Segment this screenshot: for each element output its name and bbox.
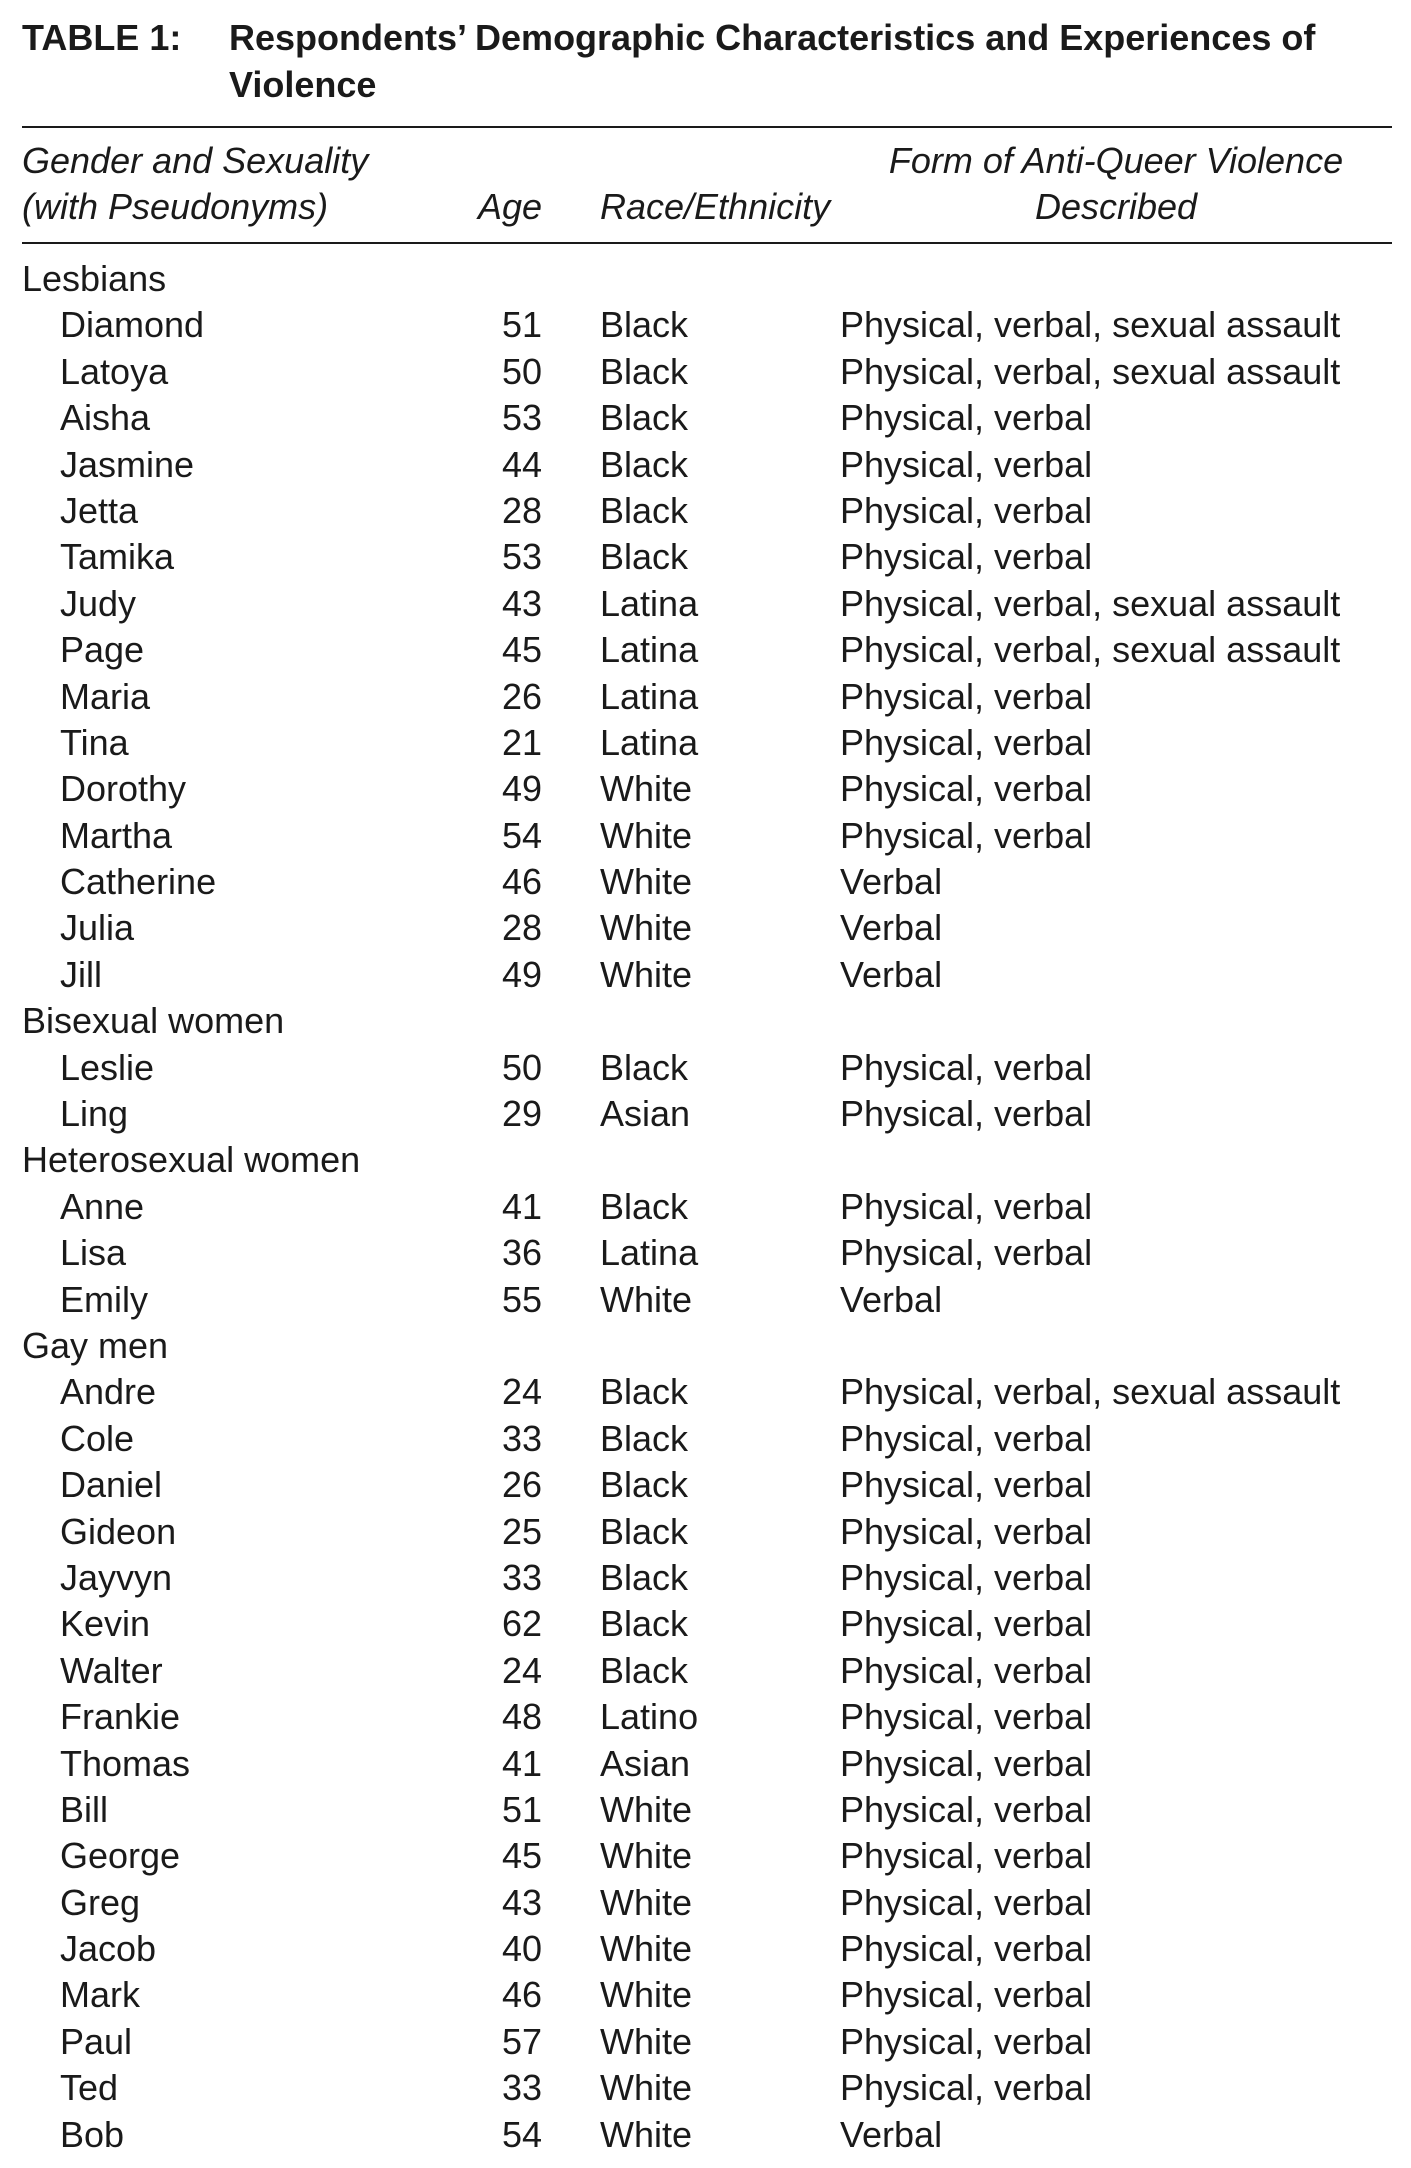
cell-name: Cole — [60, 1417, 135, 1459]
cell-violence: Physical, verbal — [840, 1093, 1093, 1135]
table-header — [22, 128, 1392, 242]
cell-age: 26 — [501, 1464, 542, 1506]
cell-race: White — [600, 1974, 693, 2016]
table-row — [22, 813, 1392, 859]
cell-name: Emily — [60, 1278, 148, 1320]
cell-violence: Physical, verbal — [840, 397, 1093, 439]
cell-age: 45 — [501, 1835, 542, 1877]
cell-age: 51 — [501, 304, 542, 346]
header-race: Race/Ethnicity — [600, 186, 831, 227]
table-row — [22, 859, 1392, 905]
cell-age: 40 — [501, 1928, 542, 1970]
cell-violence: Physical, verbal — [840, 1417, 1093, 1459]
cell-race: Latina — [600, 675, 699, 717]
cell-name: Leslie — [60, 1046, 155, 1088]
cell-name: Catherine — [60, 861, 217, 903]
cell-age: 43 — [501, 1881, 542, 1923]
cell-race: White — [600, 953, 693, 995]
table-row — [22, 2065, 1392, 2111]
cell-race: Black — [600, 1371, 689, 1413]
cell-race: White — [600, 768, 693, 810]
cell-violence: Physical, verbal — [840, 1464, 1093, 1506]
table-row — [22, 1230, 1392, 1276]
table-row — [22, 1833, 1392, 1879]
cell-violence: Physical, verbal — [840, 1510, 1093, 1552]
cell-race: Black — [600, 1185, 689, 1227]
cell-violence: Physical, verbal — [840, 1603, 1093, 1645]
cell-age: 57 — [501, 2020, 542, 2062]
cell-age: 24 — [501, 1649, 542, 1691]
table-row — [22, 674, 1392, 720]
table-row — [22, 2019, 1392, 2065]
cell-race: Black — [600, 1046, 689, 1088]
cell-race: Black — [600, 397, 689, 439]
cell-age: 62 — [501, 1603, 542, 1645]
cell-age: 46 — [501, 861, 542, 903]
table-row — [22, 1972, 1392, 2018]
document-page — [22, 14, 1392, 2158]
cell-violence: Verbal — [840, 861, 943, 903]
cell-name: Daniel — [60, 1464, 163, 1506]
table-row — [22, 1091, 1392, 1137]
cell-violence: Physical, verbal — [840, 536, 1093, 578]
table-label: TABLE 1: — [22, 17, 182, 58]
cell-violence: Physical, verbal — [840, 1928, 1093, 1970]
cell-violence: Physical, verbal — [840, 1881, 1093, 1923]
cell-age: 54 — [501, 2113, 542, 2155]
cell-age: 21 — [501, 721, 542, 763]
cell-race: White — [600, 814, 693, 856]
group-label: Lesbians — [22, 258, 167, 299]
cell-violence: Physical, verbal — [840, 1556, 1093, 1598]
table-row — [22, 442, 1392, 488]
cell-name: George — [60, 1835, 181, 1877]
cell-age: 26 — [501, 675, 542, 717]
cell-age: 25 — [501, 1510, 542, 1552]
cell-name: Jacob — [60, 1928, 157, 1970]
cell-race: Black — [600, 489, 689, 531]
cell-race: White — [600, 2067, 693, 2109]
cell-name: Diamond — [60, 304, 205, 346]
cell-name: Martha — [60, 814, 173, 856]
cell-age: 41 — [501, 1742, 542, 1784]
cell-age: 41 — [501, 1185, 542, 1227]
cell-name: Ling — [60, 1093, 129, 1135]
cell-name: Aisha — [60, 397, 151, 439]
cell-name: Kevin — [60, 1603, 151, 1645]
cell-name: Jayvyn — [60, 1556, 173, 1598]
group-label: Bisexual women — [22, 1000, 285, 1042]
cell-age: 53 — [501, 397, 542, 439]
cell-violence: Physical, verbal — [840, 1696, 1093, 1738]
table-row — [22, 1555, 1392, 1601]
cell-race: Black — [600, 1649, 689, 1691]
table-row — [22, 1462, 1392, 1508]
table-row — [22, 1787, 1392, 1833]
cell-name: Judy — [60, 582, 137, 624]
group-label: Heterosexual women — [22, 1139, 361, 1181]
cell-name: Jill — [60, 953, 102, 995]
cell-age: 24 — [501, 1371, 542, 1413]
cell-race: Latina — [600, 1232, 699, 1274]
cell-race: White — [600, 1278, 693, 1320]
cell-age: 29 — [501, 1093, 542, 1135]
cell-violence: Verbal — [840, 953, 943, 995]
table-row — [22, 627, 1392, 673]
cell-name: Greg — [60, 1881, 141, 1923]
cell-age: 28 — [501, 907, 542, 949]
table-row — [22, 2112, 1392, 2158]
cell-race: White — [600, 1788, 693, 1830]
cell-violence: Physical, verbal — [840, 675, 1093, 717]
table-row — [22, 534, 1392, 580]
cell-race: Black — [600, 536, 689, 578]
cell-violence: Physical, verbal, sexual assault — [840, 304, 1341, 346]
cell-name: Ted — [60, 2067, 119, 2109]
table-row — [22, 1277, 1392, 1323]
cell-age: 51 — [501, 1788, 542, 1830]
cell-race: White — [600, 2113, 693, 2155]
cell-race: Black — [600, 1556, 689, 1598]
cell-race: Black — [600, 1603, 689, 1645]
cell-violence: Physical, verbal — [840, 1742, 1093, 1784]
cell-name: Frankie — [60, 1696, 181, 1738]
header-name-line2: (with Pseudonyms) — [22, 186, 329, 227]
cell-violence: Physical, verbal — [840, 2020, 1093, 2062]
table-row — [22, 1741, 1392, 1787]
table-row — [22, 1184, 1392, 1230]
table-row — [22, 1694, 1392, 1740]
cell-age: 33 — [501, 2067, 542, 2109]
table-row — [22, 952, 1392, 998]
cell-age: 50 — [501, 1046, 542, 1088]
table-row — [22, 1045, 1392, 1091]
cell-race: Black — [600, 1464, 689, 1506]
cell-race: Latina — [600, 629, 699, 671]
cell-age: 33 — [501, 1556, 542, 1598]
cell-violence: Physical, verbal — [840, 1046, 1093, 1088]
cell-violence: Verbal — [840, 907, 943, 949]
cell-age: 49 — [501, 768, 542, 810]
cell-race: White — [600, 1835, 693, 1877]
cell-violence: Physical, verbal — [840, 1232, 1093, 1274]
cell-race: Latina — [600, 582, 699, 624]
table-row — [22, 1926, 1392, 1972]
header-form — [840, 138, 1392, 230]
cell-violence: Physical, verbal — [840, 721, 1093, 763]
cell-race: White — [600, 1928, 693, 1970]
header-form-line1: Form of Anti-Queer Violence — [888, 140, 1344, 181]
cell-race: Latino — [600, 1696, 699, 1738]
cell-violence: Physical, verbal — [840, 2067, 1093, 2109]
cell-race: Black — [600, 304, 689, 346]
cell-race: White — [600, 2020, 693, 2062]
cell-violence: Verbal — [840, 1278, 943, 1320]
table-row — [22, 302, 1392, 348]
table-row — [22, 1416, 1392, 1462]
cell-violence: Physical, verbal, sexual assault — [840, 1371, 1341, 1413]
cell-violence: Physical, verbal — [840, 489, 1093, 531]
table-row — [22, 1601, 1392, 1647]
cell-name: Bob — [60, 2113, 125, 2155]
cell-race: White — [600, 861, 693, 903]
group-label: Gay men — [22, 1324, 169, 1366]
cell-name: Andre — [60, 1371, 157, 1413]
cell-race: Asian — [600, 1742, 691, 1784]
cell-age: 50 — [501, 350, 542, 392]
cell-race: Black — [600, 443, 689, 485]
table-row — [22, 766, 1392, 812]
table-row — [22, 395, 1392, 441]
table-title-block — [22, 14, 1392, 108]
cell-race: Black — [600, 1510, 689, 1552]
cell-age: 45 — [501, 629, 542, 671]
table-row — [22, 720, 1392, 766]
cell-violence: Physical, verbal — [840, 1649, 1093, 1691]
cell-violence: Physical, verbal — [840, 1185, 1093, 1227]
cell-name: Lisa — [60, 1232, 127, 1274]
table-body — [22, 244, 1392, 2158]
table-row — [22, 905, 1392, 951]
cell-violence: Physical, verbal — [840, 1974, 1093, 2016]
cell-age: 53 — [501, 536, 542, 578]
cell-name: Anne — [60, 1185, 145, 1227]
cell-age: 55 — [501, 1278, 542, 1320]
table-row — [22, 1369, 1392, 1415]
cell-name: Jasmine — [60, 443, 195, 485]
cell-age: 44 — [501, 443, 542, 485]
cell-race: Black — [600, 1417, 689, 1459]
header-name-line1: Gender and Sexuality — [22, 140, 369, 181]
cell-name: Page — [60, 629, 145, 671]
table-row — [22, 488, 1392, 534]
cell-name: Thomas — [60, 1742, 191, 1784]
cell-name: Mark — [60, 1974, 140, 2016]
cell-name: Bill — [60, 1788, 109, 1830]
cell-age: 43 — [501, 582, 542, 624]
cell-violence: Physical, verbal — [840, 1835, 1093, 1877]
cell-race: White — [600, 1881, 693, 1923]
cell-name: Walter — [60, 1649, 163, 1691]
cell-name: Tina — [60, 721, 129, 763]
cell-age: 36 — [501, 1232, 542, 1274]
cell-violence: Physical, verbal — [840, 443, 1093, 485]
cell-violence: Physical, verbal, sexual assault — [840, 350, 1341, 392]
cell-age: 54 — [501, 814, 542, 856]
table-row — [22, 1880, 1392, 1926]
cell-name: Tamika — [60, 536, 175, 578]
cell-name: Julia — [60, 907, 135, 949]
header-form-line2: Described — [1034, 186, 1198, 227]
table-row — [22, 1648, 1392, 1694]
cell-race: Asian — [600, 1093, 691, 1135]
cell-name: Latoya — [60, 350, 169, 392]
header-name — [22, 138, 442, 230]
table-title: Respondents’ Demographic Characteristics and Experiences of Violence — [229, 17, 1316, 105]
cell-violence: Physical, verbal — [840, 1788, 1093, 1830]
cell-name: Gideon — [60, 1510, 177, 1552]
cell-name: Jetta — [60, 489, 139, 531]
table-row — [22, 1509, 1392, 1555]
cell-age: 48 — [501, 1696, 542, 1738]
cell-name: Maria — [60, 675, 151, 717]
table-row — [22, 349, 1392, 395]
cell-name: Paul — [60, 2020, 133, 2062]
cell-violence: Physical, verbal — [840, 814, 1093, 856]
cell-race: Latina — [600, 721, 699, 763]
cell-age: 33 — [501, 1417, 542, 1459]
table-row — [22, 581, 1392, 627]
cell-age: 46 — [501, 1974, 542, 2016]
cell-violence: Verbal — [840, 2113, 943, 2155]
cell-age: 49 — [501, 953, 542, 995]
cell-name: Dorothy — [60, 768, 187, 810]
cell-race: Black — [600, 350, 689, 392]
cell-race: White — [600, 907, 693, 949]
cell-violence: Physical, verbal, sexual assault — [840, 629, 1341, 671]
header-age: Age — [477, 186, 542, 227]
cell-violence: Physical, verbal — [840, 768, 1093, 810]
cell-age: 28 — [501, 489, 542, 531]
cell-violence: Physical, verbal, sexual assault — [840, 582, 1341, 624]
